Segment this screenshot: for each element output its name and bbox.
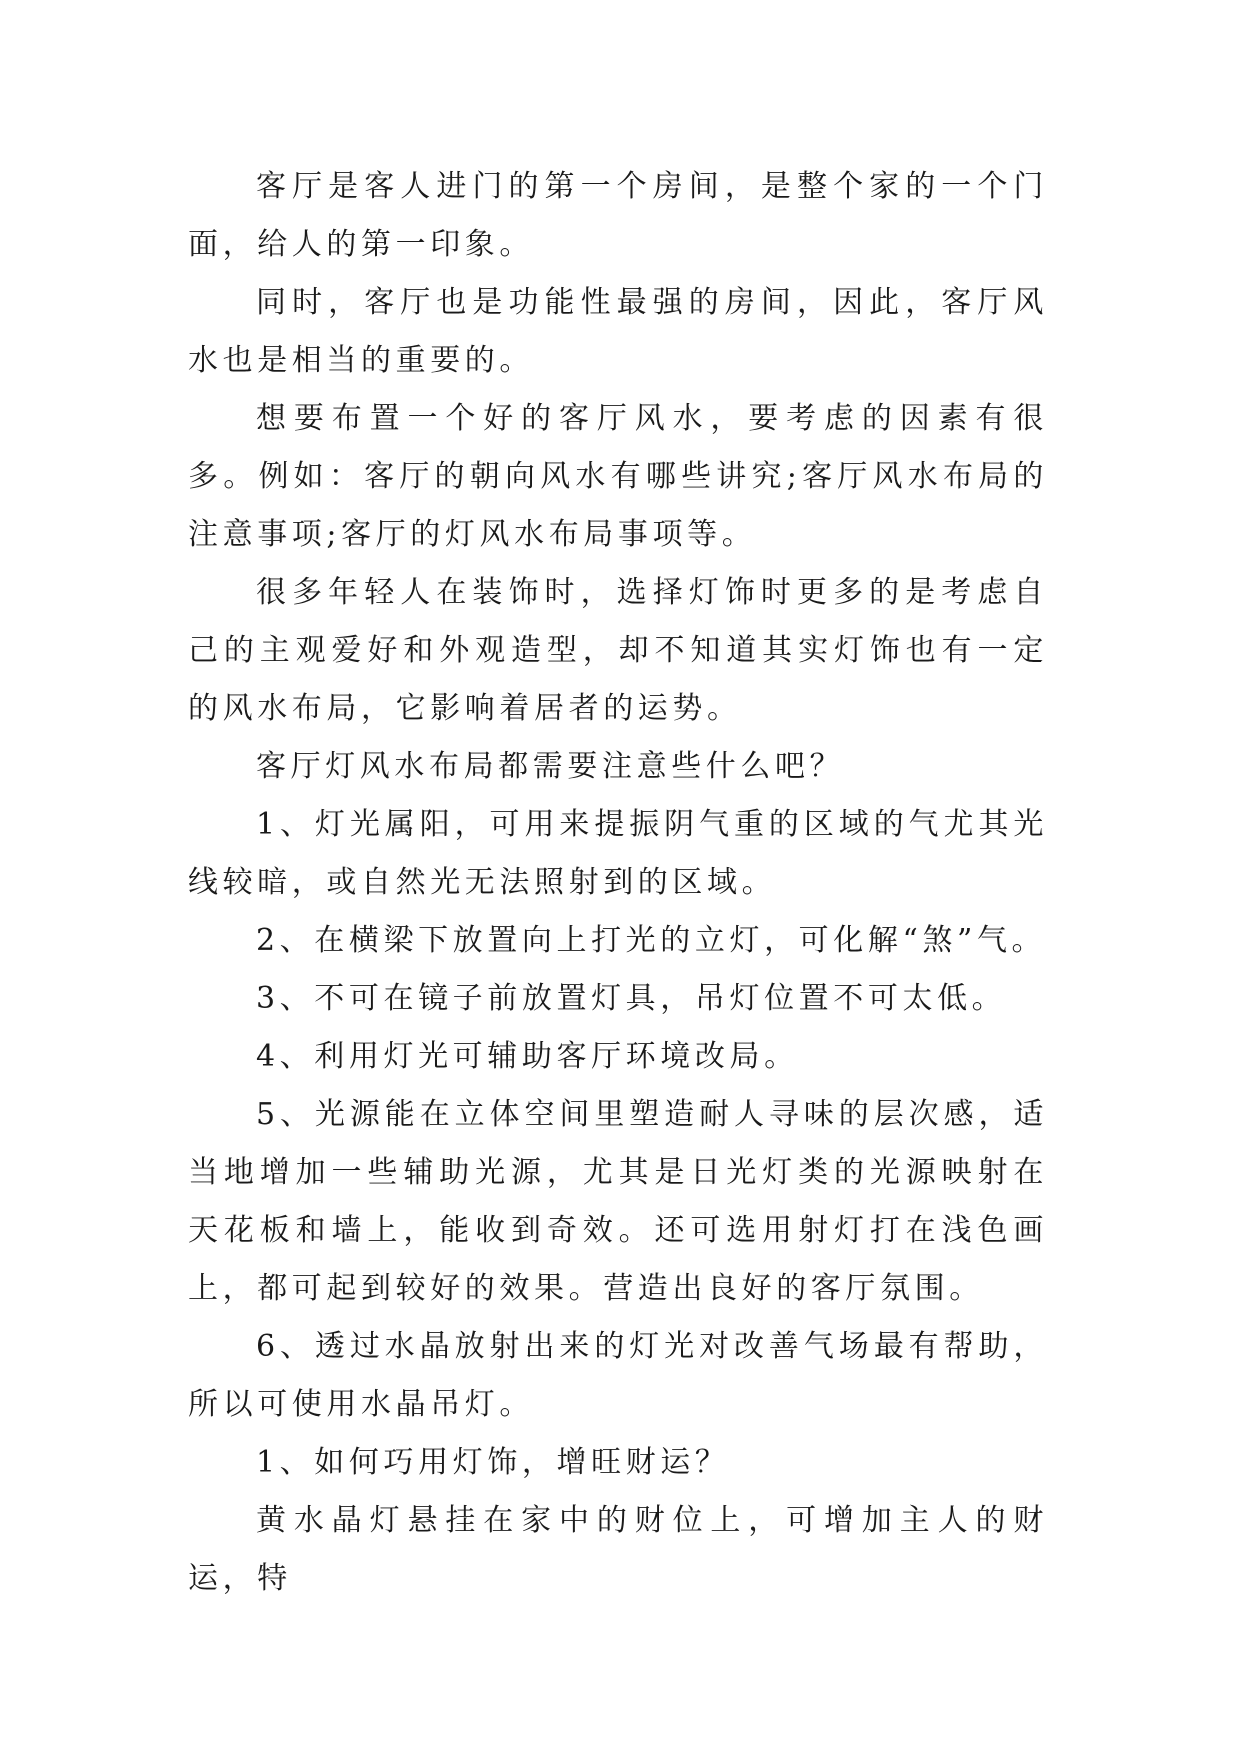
- paragraph: 1、灯光属阳，可用来提振阴气重的区域的气尤其光线较暗，或自然光无法照射到的区域。: [188, 807, 1048, 900]
- paragraph: 客厅灯风水布局都需要注意些什么吧？: [256, 749, 845, 784]
- paragraph: 想要布置一个好的客厅风水，要考虑的因素有很多。例如：客厅的朝向风水有哪些讲究;客厅风水布局的注意事项;客厅的灯风水布局事项等。: [188, 401, 1048, 552]
- paragraph: 3、不可在镜子前放置灯具，吊灯位置不可太低。: [256, 981, 1007, 1016]
- paragraph: 很多年轻人在装饰时，选择灯饰时更多的是考虑自己的主观爱好和外观造型，却不知道其实灯饰也有一定的风水布局，它影响着居者的运势。: [188, 575, 1048, 726]
- paragraph: 5、光源能在立体空间里塑造耐人寻味的层次感，适当地增加一些辅助光源，尤其是日光灯类的光源映射在天花板和墙上，能收到奇效。还可选用射灯打在浅色画上，都可起到较好的效果。营造出良好的客厅氛围。: [188, 1097, 1048, 1306]
- paragraph: 同时，客厅也是功能性最强的房间，因此，客厅风水也是相当的重要的。: [188, 285, 1048, 378]
- paragraph: 客厅是客人进门的第一个房间，是整个家的一个门面，给人的第一印象。: [188, 169, 1048, 262]
- paragraph: 黄水晶灯悬挂在家中的财位上，可增加主人的财运，特: [188, 1503, 1048, 1596]
- paragraph: 4、利用灯光可辅助客厅环境改局。: [256, 1039, 799, 1074]
- document-body: [188, 158, 1048, 1608]
- paragraph: 6、透过水晶放射出来的灯光对改善气场最有帮助，所以可使用水晶吊灯。: [188, 1329, 1048, 1422]
- paragraph: 1、如何巧用灯饰，增旺财运？: [256, 1445, 730, 1480]
- paragraph: 2、在横梁下放置向上打光的立灯，可化解“煞”气。: [256, 923, 1047, 958]
